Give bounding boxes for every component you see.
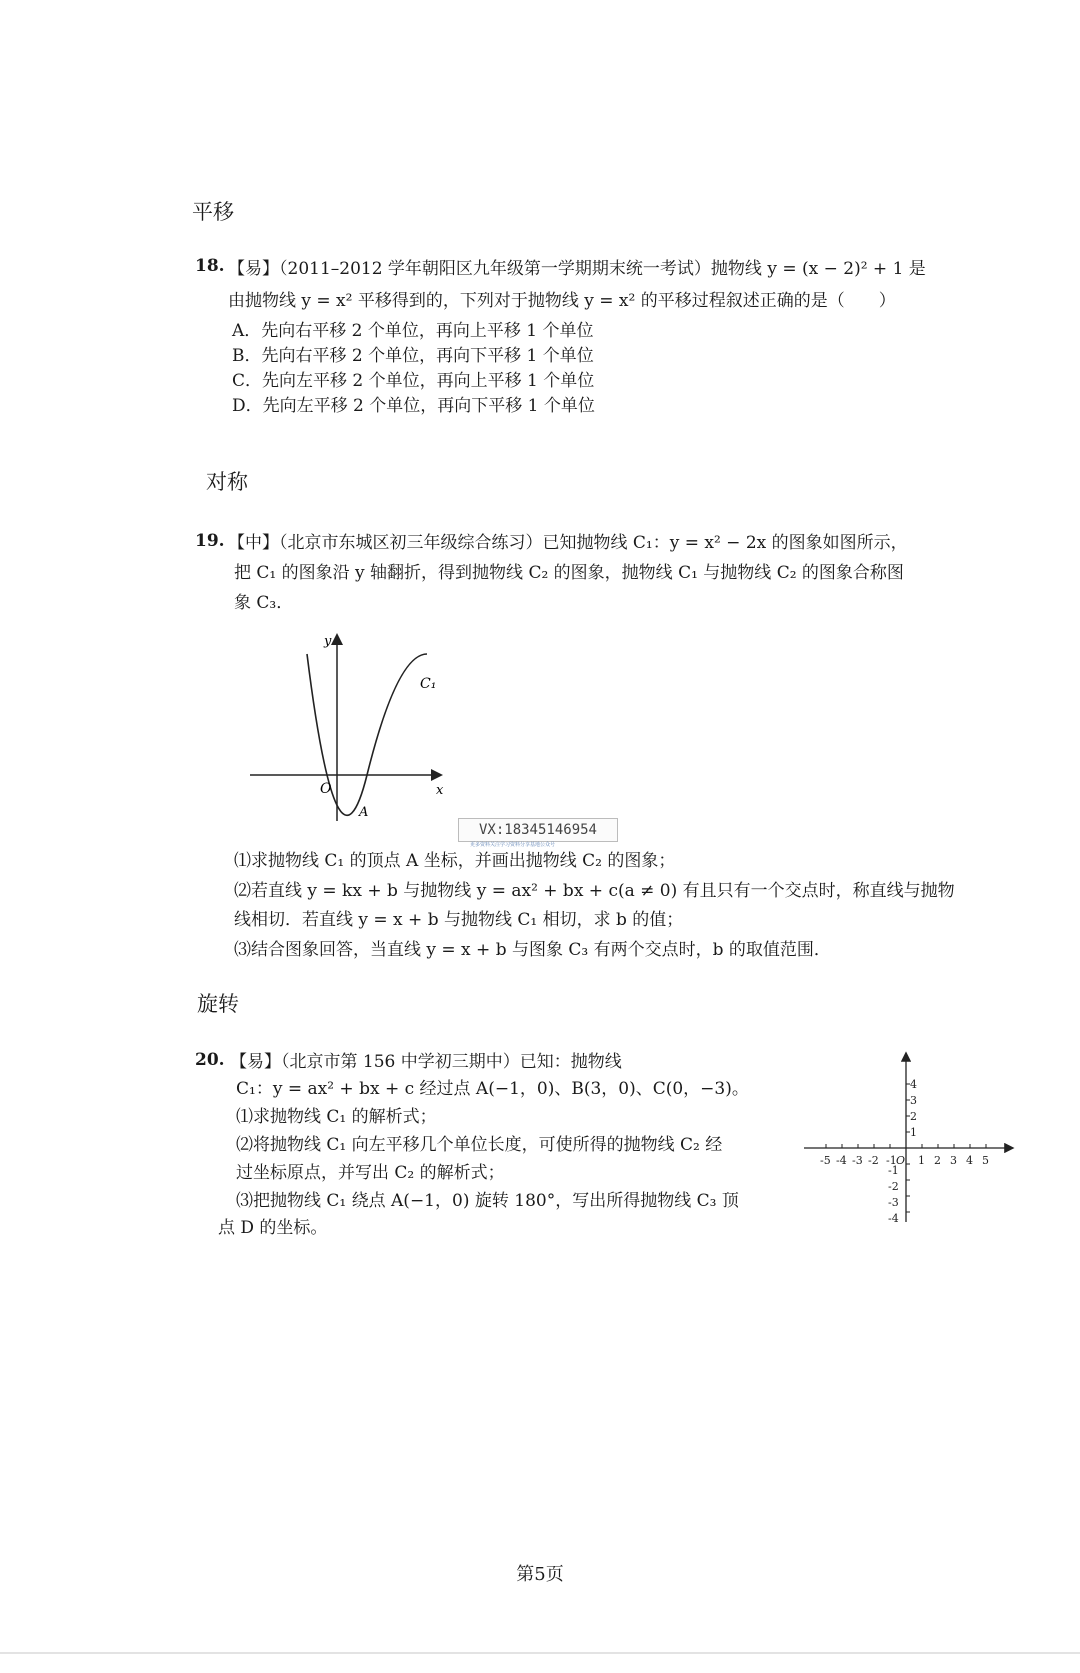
section-heading-translate: 平移 xyxy=(192,200,234,224)
y-tick-label: -2 xyxy=(888,1180,899,1193)
curve-label-c1: C₁ xyxy=(420,676,437,692)
question-19-number: 19. xyxy=(195,531,225,551)
question-20-line2: C₁：y = ax² + bx + c 经过点 A(−1，0)、B(3，0)、C(0，−3)。 xyxy=(236,1079,749,1099)
x-tick-label: 3 xyxy=(950,1154,957,1167)
x-tick-label: 2 xyxy=(934,1154,941,1167)
question-20-line1: 【易】（北京市第 156 中学初三期中）已知：抛物线 xyxy=(230,1052,622,1072)
origin-label: O xyxy=(320,781,332,797)
vertex-label: A xyxy=(359,805,369,820)
y-tick-label: -3 xyxy=(888,1196,899,1209)
question-20-part-1: ⑴求抛物线 C₁ 的解析式； xyxy=(236,1107,437,1127)
question-19-line3: 象 C₃． xyxy=(234,593,294,613)
question-18-option-a: A．先向右平移 2 个单位，再向上平移 1 个单位 xyxy=(232,321,594,341)
question-19-part-1: ⑴求抛物线 C₁ 的顶点 A 坐标，并画出抛物线 C₂ 的图象； xyxy=(234,851,676,871)
page-number: 第5页 xyxy=(516,1564,564,1585)
y-tick-label: 4 xyxy=(910,1078,917,1091)
y-tick-label: -1 xyxy=(888,1164,899,1177)
question-19-part-3: ⑶结合图象回答，当直线 y = x + b 与图象 C₃ 有两个交点时，b 的取值范围． xyxy=(234,940,831,960)
x-tick-label: 5 xyxy=(982,1154,989,1167)
watermark-text: VX:18345146954 xyxy=(478,822,597,838)
question-20-part-2: ⑵将抛物线 C₁ 向左平移几个单位长度，可使所得的抛物线 C₂ 经 xyxy=(236,1135,723,1155)
y-tick-label: 2 xyxy=(910,1110,917,1123)
question-19-part-2: ⑵若直线 y = kx + b 与抛物线 y = ax² + bx + c(a ≠ 0) 有且只有一个交点时，称直线与抛物 xyxy=(234,881,955,901)
x-axis-label: x xyxy=(436,783,444,798)
section-heading-rotate: 旋转 xyxy=(197,992,239,1016)
question-18-option-d: D．先向左平移 2 个单位，再向下平移 1 个单位 xyxy=(232,396,595,416)
question-20-part-3-cont: 点 D 的坐标。 xyxy=(218,1218,328,1238)
x-tick-label: 4 xyxy=(966,1154,973,1167)
x-tick-label: 1 xyxy=(918,1154,925,1167)
x-tick-label: -3 xyxy=(852,1154,863,1167)
grid-origin-label: O xyxy=(896,1154,906,1167)
coordinate-grid xyxy=(800,1050,1020,1230)
question-18-number: 18. xyxy=(195,256,225,276)
question-20-number: 20. xyxy=(195,1050,225,1070)
x-tick-label: -1 xyxy=(886,1154,897,1167)
question-18-option-b: B．先向右平移 2 个单位，再向下平移 1 个单位 xyxy=(232,346,594,366)
question-19-part-2-cont: 线相切．若直线 y = x + b 与抛物线 C₁ 相切，求 b 的值； xyxy=(234,910,684,930)
x-tick-label: -5 xyxy=(820,1154,831,1167)
y-axis-label: y xyxy=(324,634,332,649)
section-heading-symmetry: 对称 xyxy=(206,470,248,494)
question-20-part-3: ⑶把抛物线 C₁ 绕点 A(−1，0) 旋转 180°，写出所得抛物线 C₃ 顶 xyxy=(236,1191,739,1211)
y-tick-label: -4 xyxy=(888,1212,899,1225)
x-tick-label: -4 xyxy=(836,1154,847,1167)
y-tick-label: 3 xyxy=(910,1094,917,1107)
question-18-line2: 由抛物线 y = x² 平移得到的，下列对于抛物线 y = x² 的平移过程叙述正确的是（ ） xyxy=(228,291,896,311)
question-18-option-c: C．先向左平移 2 个单位，再向上平移 1 个单位 xyxy=(232,371,595,391)
watermark xyxy=(458,818,618,842)
x-tick-label: -2 xyxy=(868,1154,879,1167)
watermark-subtext: 更多资料关注学习资料分享基地公众号 xyxy=(470,842,556,848)
bottom-scan-edge xyxy=(0,1652,1080,1654)
question-20-part-2-cont: 过坐标原点，并写出 C₂ 的解析式； xyxy=(236,1163,505,1183)
parabola-c1-graph xyxy=(240,626,450,826)
y-tick-label: 1 xyxy=(910,1126,917,1139)
question-19-line1: 【中】（北京市东城区初三年级综合练习）已知抛物线 C₁：y = x² − 2x 的图象如图所示， xyxy=(228,533,908,553)
question-19-line2: 把 C₁ 的图象沿 y 轴翻折，得到抛物线 C₂ 的图象，抛物线 C₁ 与抛物线 C₂ 的图象合称图 xyxy=(234,563,904,583)
question-18-line1: 【易】（2011–2012 学年朝阳区九年级第一学期期末统一考试）抛物线 y = (x − 2)² + 1 是 xyxy=(228,259,926,279)
